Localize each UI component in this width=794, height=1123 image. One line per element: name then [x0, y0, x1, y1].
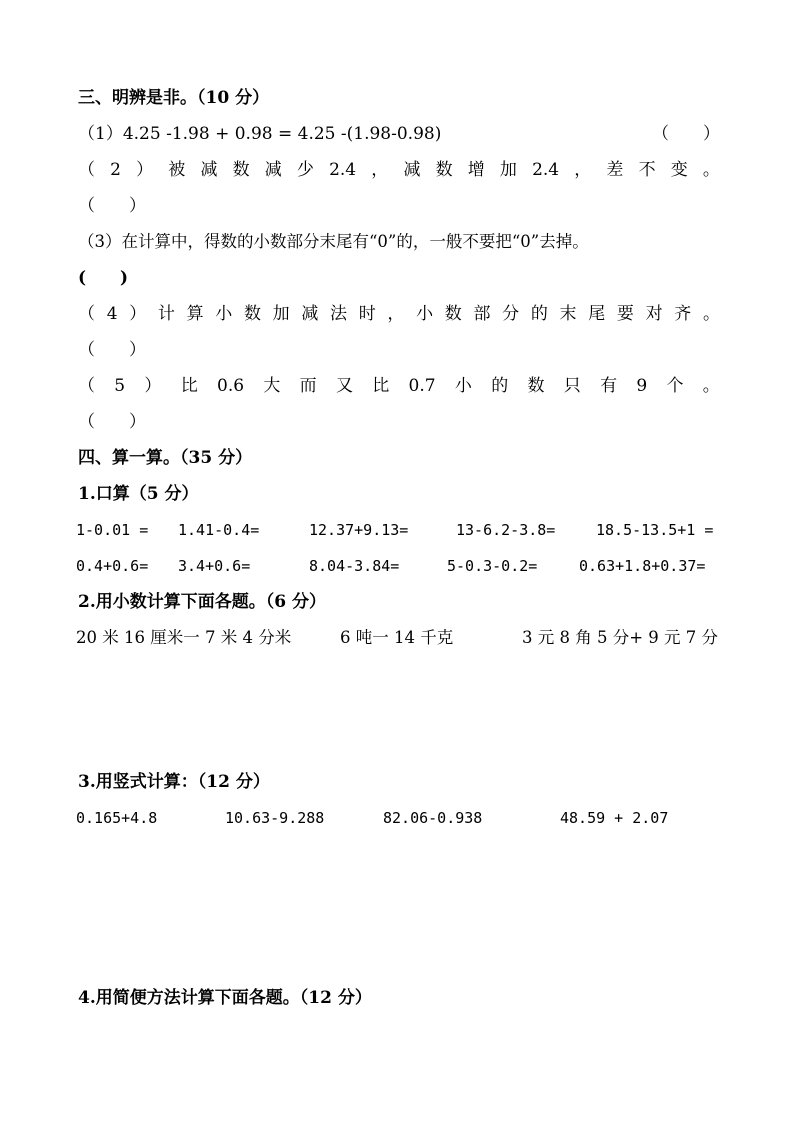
vertical-calc-item: 48.59 + 2.07 [560, 809, 669, 827]
vertical-calc-item: 0.165+4.8 [76, 809, 158, 827]
unit-conversion-item: 20 米 16 厘米一 7 米 4 分米 [76, 628, 292, 647]
judge-item-3-blank[interactable]: ( ) [78, 268, 129, 288]
q1-title: 1.口算（5 分） [78, 484, 199, 504]
mental-math-item: 1-0.01 = [76, 521, 149, 539]
unit-conversion-item: 3 元 8 角 5 分+ 9 元 7 分 [522, 628, 719, 647]
q3-title: 3.用竖式计算：（12 分） [78, 772, 270, 792]
mental-math-item: 8.04-3.84= [309, 557, 400, 575]
judge-item-2-blank[interactable]: （ ） [78, 196, 146, 216]
vertical-calc-item: 10.63-9.288 [225, 809, 325, 827]
vertical-calc-item: 82.06-0.938 [383, 809, 483, 827]
judge-item-4-blank[interactable]: （ ） [78, 340, 146, 360]
judge-item-3-text: （3）在计算中，得数的小数部分末尾有“0”的，一般不要把“0”去掉。 [78, 232, 589, 251]
q4-title: 4.用简便方法计算下面各题。（12 分） [78, 988, 372, 1008]
judge-item-2-text: （ 2 ） 被 减 数 减 少 2.4 ， 减 数 增 加 2.4 ， 差 不 变 。 [78, 160, 720, 180]
mental-math-item: 3.4+0.6= [178, 557, 251, 575]
q2-title: 2.用小数计算下面各题。（6 分） [78, 592, 326, 612]
mental-math-item: 1.41-0.4= [178, 521, 260, 539]
mental-math-item: 12.37+9.13= [309, 521, 409, 539]
mental-math-row-1 [76, 519, 724, 541]
judge-item-5-text: （ 5 ） 比 0.6 大 而 又 比 0.7 小 的 数 只 有 9 个 。 [78, 376, 720, 396]
judge-item-1-text: （1）4.25 -1.98 + 0.98 = 4.25 -(1.98-0.98) [78, 124, 442, 144]
judge-item-5-blank[interactable]: （ ） [78, 412, 146, 432]
judge-item-4-text: （ 4 ） 计 算 小 数 加 减 法 时 ， 小 数 部 分 的 末 尾 要 对 齐 。 [78, 304, 720, 324]
section4-heading: 四、算一算。（35 分） [78, 448, 253, 468]
unit-conversion-row [76, 627, 724, 649]
mental-math-item: 0.4+0.6= [76, 557, 149, 575]
mental-math-item: 0.63+1.8+0.37= [579, 557, 706, 575]
mental-math-item: 13-6.2-3.8= [456, 521, 556, 539]
section3-heading: 三、明辨是非。（10 分） [78, 88, 270, 108]
judge-item-1-blank[interactable]: （ ） [652, 124, 720, 144]
unit-conversion-item: 6 吨一 14 千克 [340, 628, 454, 647]
mental-math-item: 5-0.3-0.2= [447, 557, 538, 575]
mental-math-item: 18.5-13.5+1 = [596, 521, 714, 539]
vertical-calc-row [76, 807, 724, 829]
mental-math-row-2 [76, 555, 724, 577]
